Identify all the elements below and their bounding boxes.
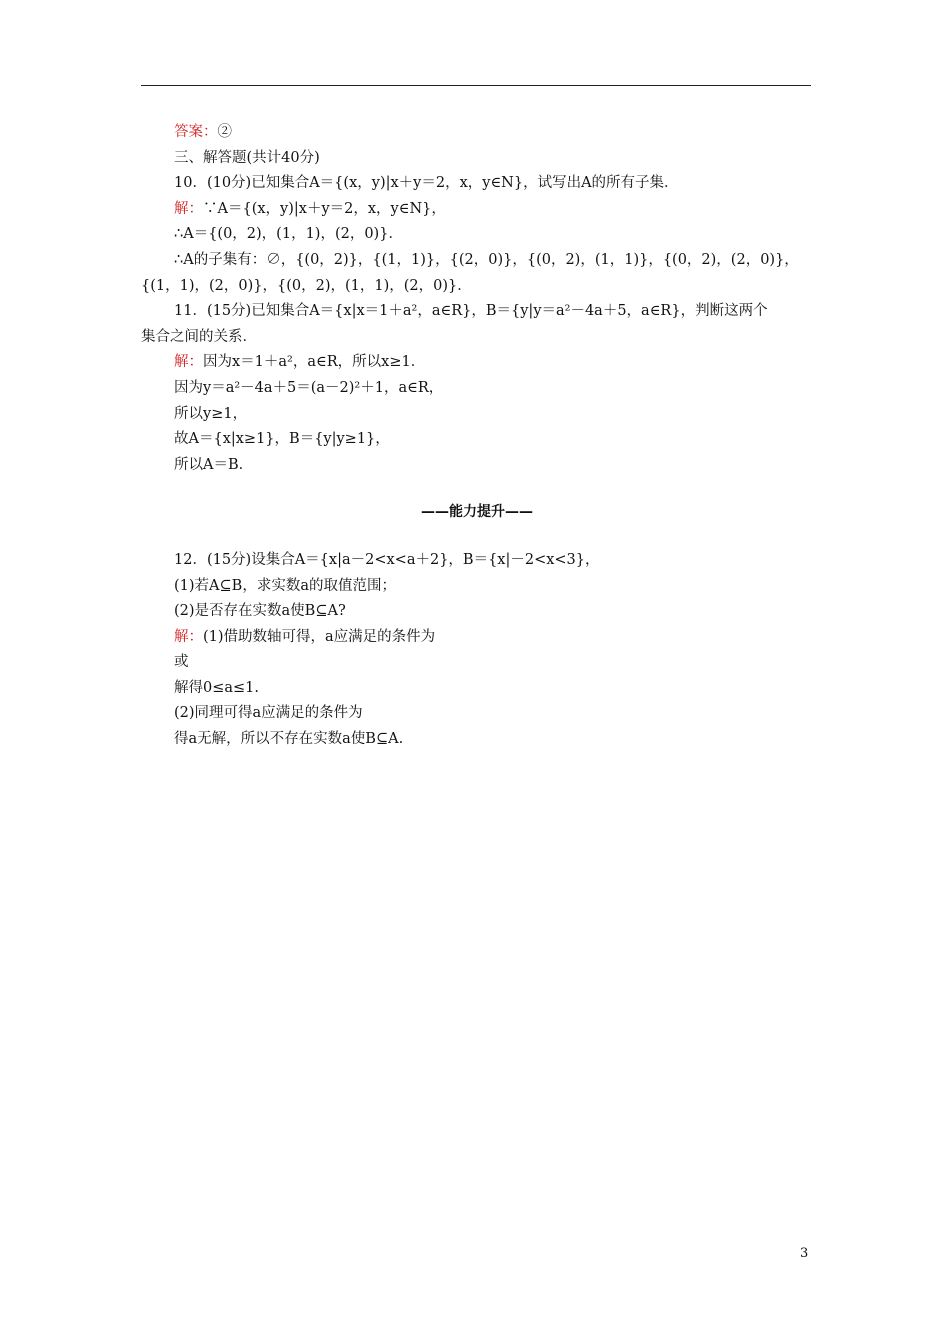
line-text: ∴A的子集有：∅，{(0，2)}，{(1，1)}，{(2，0)}，{(0，2)，(1，1)}，{(0，2)，(2，0)}，: [174, 251, 799, 268]
text-line: [141, 197, 813, 223]
text-line: [141, 599, 813, 625]
document-body: [141, 120, 813, 753]
line-text: 所以y≥1，: [174, 405, 248, 422]
line-text: ②: [217, 124, 232, 140]
solution-label: 解：: [174, 200, 203, 217]
text-line: [141, 701, 813, 727]
line-text: 因为x＝1＋a²，a∈R，所以x≥1．: [203, 354, 426, 371]
line-text: (1)借助数轴可得，a应满足的条件为: [203, 628, 436, 645]
text-line: [141, 427, 813, 453]
problem-10: 10．(10分)已知集合A＝{(x，y)|x＋y＝2，x，y∈N}，试写出A的所有子集．: [174, 175, 679, 192]
text-line: [141, 274, 813, 300]
line-text: ∴A＝{(0，2)，(1，1)，(2，0)}．: [174, 226, 403, 243]
header-rule: [141, 85, 811, 86]
line-text: 所以A＝B．: [174, 456, 254, 473]
line-text: {(1，1)，(2，0)}，{(0，2)，(1，1)，(2，0)}．: [141, 277, 472, 294]
answer-label: 答案：: [174, 124, 218, 140]
text-line: [141, 350, 813, 376]
problem-11: 11．(15分)已知集合A＝{x|x＝1＋a²，a∈R}，B＝{y|y＝a²－4a＋5，a∈R}，判断这两个: [174, 303, 768, 320]
text-line: [141, 727, 813, 753]
line-text: (2)是否存在实数a使B⊆A?: [174, 603, 346, 620]
section-title: ——能力提升——: [421, 504, 533, 521]
problem-12: 12．(15分)设集合A＝{x|a－2<x<a＋2}，B＝{x|－2<x<3}，: [174, 551, 600, 568]
text-line: [141, 676, 813, 702]
text-line: [141, 299, 813, 325]
text-line: [141, 146, 813, 172]
text-line: [141, 548, 813, 574]
text-line: [141, 650, 813, 676]
text-line: [141, 222, 813, 248]
solution-label: 解：: [174, 628, 203, 645]
line-text: 得a无解，所以不存在实数a使B⊆A.: [174, 731, 404, 748]
text-line: [141, 376, 813, 402]
ability-section: [141, 548, 813, 753]
answer-section: [141, 120, 813, 478]
line-text: 或: [174, 654, 189, 671]
solution-label: 解：: [174, 354, 203, 371]
line-text: (2)同理可得a应满足的条件为: [174, 705, 363, 722]
text-line: [141, 325, 813, 351]
text-line: [141, 453, 813, 479]
text-line: [141, 120, 813, 146]
line-text: 故A＝{x|x≥1}，B＝{y|y≥1}，: [174, 431, 390, 448]
text-line: [141, 248, 813, 274]
page-number: 3: [800, 1246, 809, 1261]
text-line: [141, 171, 813, 197]
line-text: ∵A＝{(x，y)|x＋y＝2，x，y∈N}，: [203, 200, 446, 217]
text-line: [141, 625, 813, 651]
line-text: 因为y＝a²－4a＋5＝(a－2)²＋1，a∈R，: [174, 379, 444, 396]
section-heading: 三、解答题(共计40分): [174, 149, 320, 166]
text-line: [141, 402, 813, 428]
line-text: 解得0≤a≤1.: [174, 679, 260, 696]
line-text: (1)若A⊆B，求实数a的取值范围；: [174, 577, 396, 594]
line-text: 集合之间的关系．: [141, 328, 257, 345]
text-line: [141, 574, 813, 600]
